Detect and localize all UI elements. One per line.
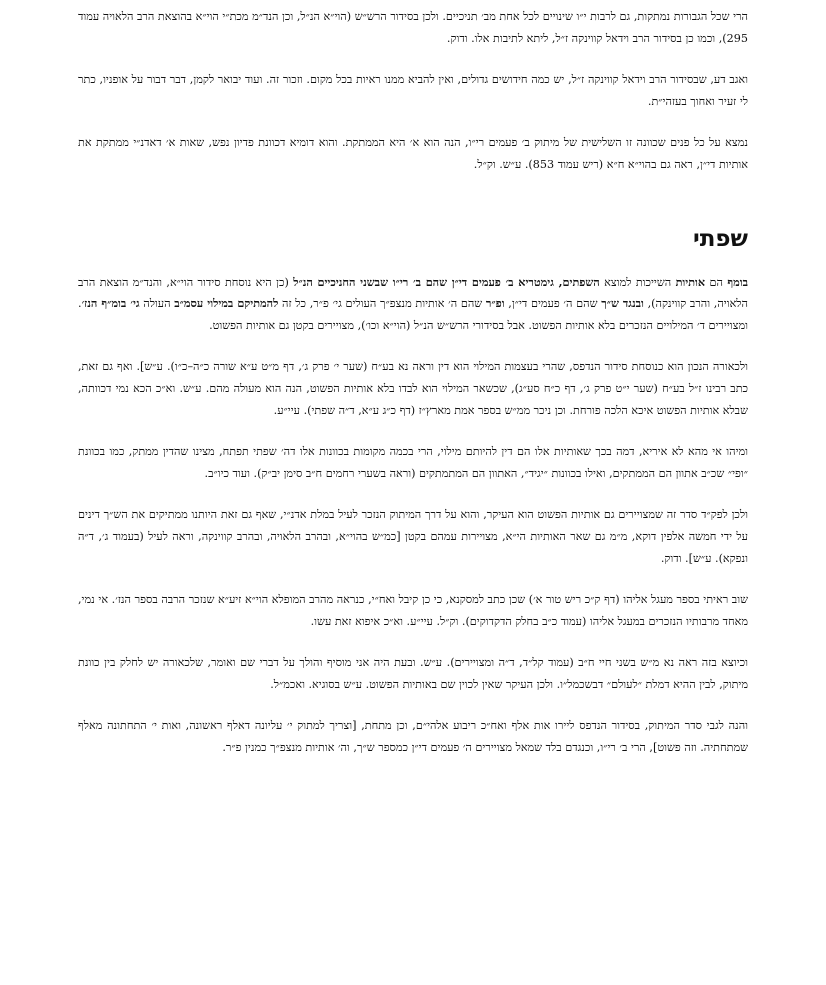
lead-text-7: . ומצויירים ד׳ המילויים הנזכרים בלא אותיות הפשוט. אבל בסידורי הרש״ש הנ״ל (הוי״א וכו׳), מצויירים בקטן גם אותיות הפשוט. [78,297,748,332]
lead-text-4: שהם ה׳ פעמים די״ן, [504,297,602,311]
lead-bold-1: בומף [727,274,748,289]
lead-bold-6: להמתיקם במילוי עסמ״ב [174,296,279,311]
lead-bold-2: אותיות [675,274,706,289]
lead-bold-5: ופ״ר [485,296,505,311]
paragraph-1: הרי שכל הגבורות נמתקות, גם לרבות י״ו שינויים לכל אחת מב׳ תניכיים. ולכן בסידור הרש״ש (הוי״א הנ״ל, וכן הנד״מ מכת״י הוי״א בהוצאת הרב הלאויה עמוד 295), וכמו כן בסידור הרב וידאל קווינקה ז״ל, ליתא לתיבות אלו. ודוק. [78,10,748,45]
lead-bold-4: ובנגד ש״ך [601,296,644,311]
lead-text-1: הם [705,275,728,289]
lead-text-2: השייכות למוצא [599,275,676,289]
paragraph-8: שוב ראיתי בספר מעגל אליהו (דף ק״כ ריש טור א׳) שכן כתב למסקנא, כי כן קיבל ואח״י, כנראה מהרב המופלא הוי״א זיע״א שנזכר הרבה בספר הנז׳. אי נמי, מאחד מרבותיו הנזכרים במעגל אליהו (עמוד כ״ב בחלק הדקדוקים). וק״ל. עיי״ע. וא״כ איפוא זאת עשו. [78,593,748,628]
lead-paragraph [78,272,748,337]
lead-bold-3: השפתים, גימטריא ב׳ פעמים די״ן שהם ב׳ רי״ו שבשני החניכיים הנ״ל [293,274,600,289]
paragraph-9: וכיוצא בזה ראה נא מ״ש בשני חיי ח״ב (עמוד קל״ד, ד״ה ומצויירים). ע״ש. ובעת היה אני מוסיף והולך על דברי שם ואומר, שלכאורה יש לחלק בין כוונת מיתוק, לבין ההיא דמלת ״לעולם״ דבשכמל״ו. ולכן העיקר שאין לכוין שם באותיות הפשוט. ע״ש בסוגיא. ואכמ״ל. [78,656,748,691]
lead-text-5: שהם ה׳ אותיות מנצפ״ך העולים גי׳ פ״ר, כל זה [278,297,486,311]
section-heading: שפתי [692,225,748,252]
paragraph-5: ולכאורה הנכון הוא כנוסחת סידור הנדפס, שהרי בעצמות המילוי הוא דין וראה נא בע״ח (שער י׳ פרק ג׳, דף מ״ט ע״א שורה כ״ה–כ״ו). ע״ש]. ואף גם זאת, כתב רבינו ז״ל בע״ח (שער י״ט פרק ג׳, דף כ״ח סע״ג), שכשאר המילוי הוא לבדו בלא אותיות הפשוט, הנה הוא מעולה מהם. ע״ש. וא״כ הכא נמי דכוותה, שבלא אותיות הפשוט איכא הלכה פורחת. וכן ניכר ממ״ש בספר אמת מארץ״ז (דף כ״ג ע״א, ד״ה שפתי). עיי״ע. [78,360,748,417]
lead-bold-7: גי׳ בומ״ף הנז׳ [81,296,140,311]
document-page [78,6,748,759]
paragraph-10: והנה לגבי סדר המיתוק, בסידור הנדפס ליירו אות אלף ואח״כ ריבוע אלהי״ם, וכן מתחת, [וצריך למתוק י׳ עליונה דאלף ראשונה, ואות י׳ התחתונה מאלף שמתחתיה. וזה פשוט], הרי ב׳ רי״ו, וכנגדם בלד שמאל מצויירים ה׳ פעמים די״ן כמספר ש״ך, וה׳ אותיות מנצפ״ך כמנין פ״ר. [78,719,748,755]
paragraph-6: ומיהו אי מהא לא איריא, דמה בכך שאותיות אלו הם דין להיותם מילוי, הרי בכמה מקומות בכוונות אלו דה׳ שפתי תפתח, מצינו שהדין ממתק, כמו בכוונת ״ופי״ שכ״ב אתוון הם הממתקים, ואילו בכוונות ״יגיד״, האתוון הם המתמתקים (וראה בשערי רחמים ח״ב סימן יב״ק). ועוד כיו״ב. [78,445,748,480]
paragraph-2: ואגב דע, שבסידור הרב וידאל קווינקה ז״ל, יש כמה חידושים גדולים, ואין להביא ממנו ראיות בכל מקום. וזכור זה. ועוד יבואר לקמן, דבר דבור על אופניו, כתר לי זעיר ואחוך בעזהי״ת. [78,73,748,108]
paragraph-7: ולכן לפק״ד סדר זה שמצויירים גם אותיות הפשוט הוא העיקר, והוא על דרך המיתוק הנזכר לעיל במלת אדנ״י, שאף גם זאת היותנו ממתיקים את הש״ך דינים על ידי חמשה אלפין דוקא, מ״מ גם שאר האותיות הי״א, מצויירות עמהם בקטן [כמ״ש בהוי״א, ובהרב הלאויה, ובהרב קווינקה, וראה לעיל (בעמוד ג׳, ד״ה ונפקא). ע״ש]. ודוק. [78,508,748,565]
paragraph-3: נמצא על כל פנים שכוונה זו השלישית של מיתוק ב׳ פעמים רי״ו, הנה הוא א׳ היא הממתקת. והוא דומיא דכוונת פדיון נפש, שאות א׳ דאדנ״י ממתקת את אותיות די״ן, ראה גם בהוי״א ח״א (ריש עמוד 853). ע״ש. וק״ל. [78,136,748,171]
lead-text-3: (כן היא נוסחת סידור הוי״א, והנד״מ הוצאת הרב הלאויה, והרב קווינקה), [78,275,748,311]
lead-text-6: העולה [139,297,175,311]
